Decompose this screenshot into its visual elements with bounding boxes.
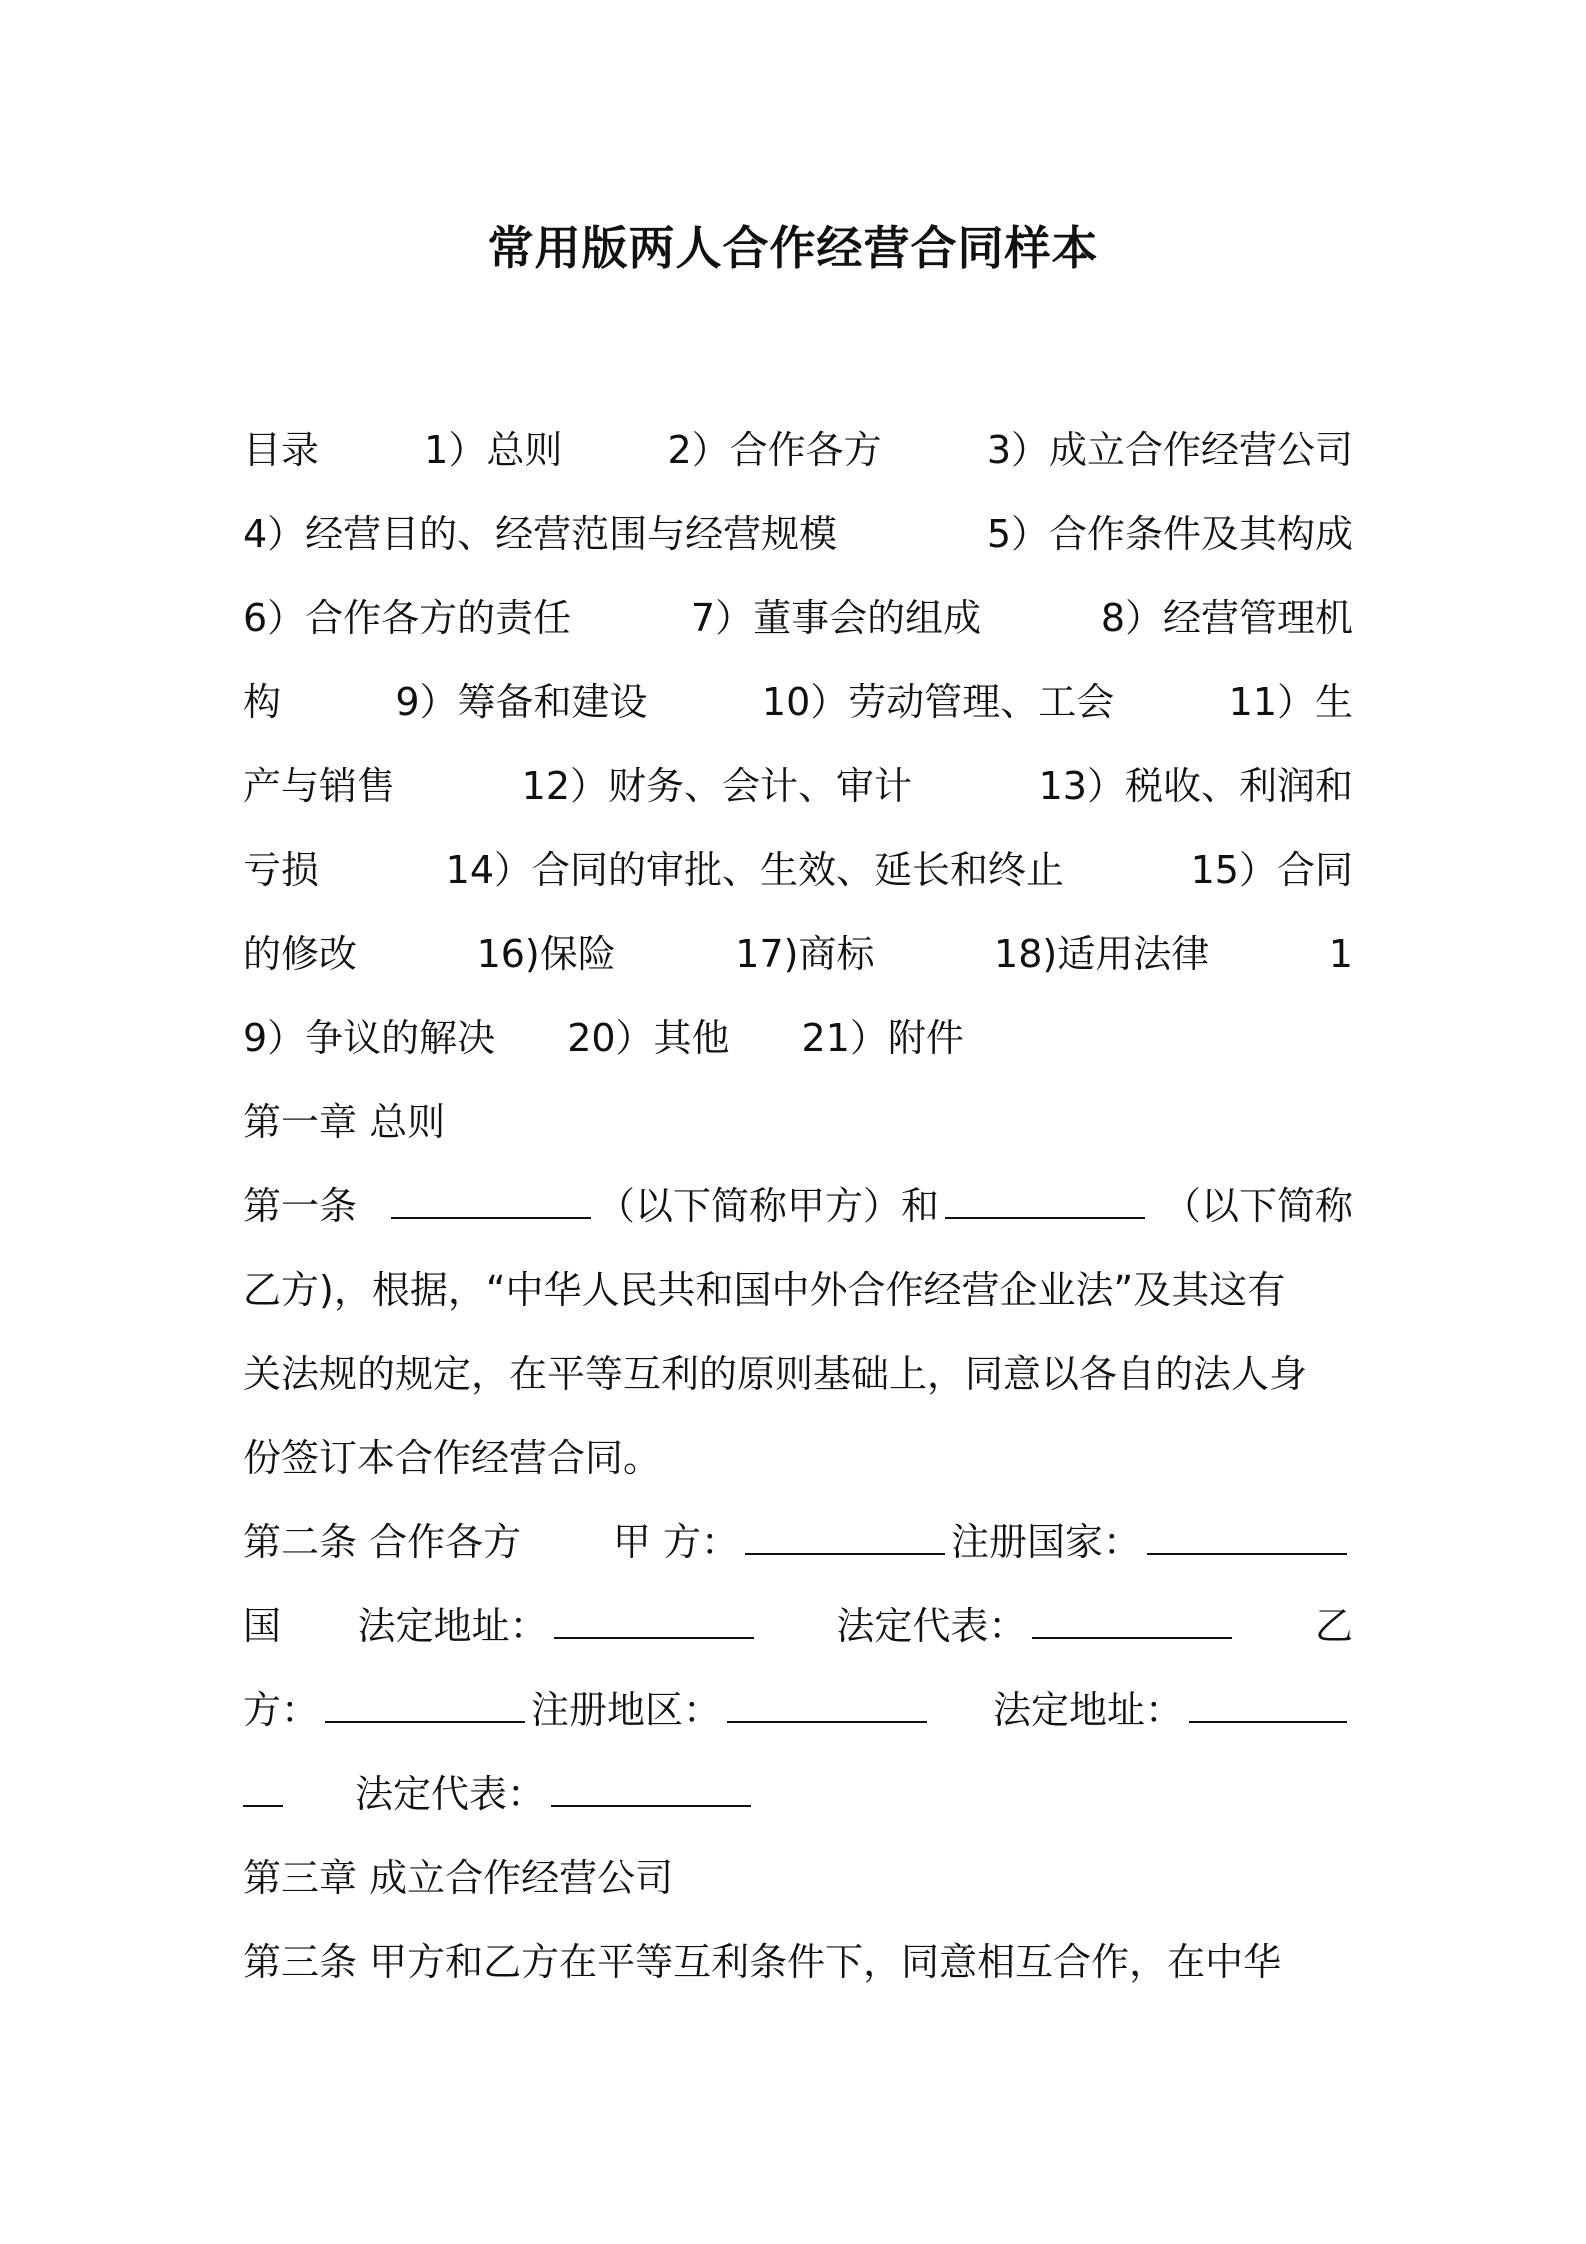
chapter-1-heading: 第一章 总则 <box>243 1100 446 1144</box>
article-1-text: 份签订本合作经营合同。 <box>243 1436 662 1480</box>
article-2-line <box>243 1584 1353 1668</box>
toc-item: 1 <box>1328 932 1353 976</box>
toc-item: 5）合作条件及其构成 <box>986 512 1353 556</box>
toc-item: 21）附件 <box>801 1016 964 1060</box>
toc-line <box>243 744 1353 828</box>
blank-field-party-b <box>945 1181 1145 1219</box>
blank-field <box>551 1769 751 1807</box>
toc-item: 6）合作各方的责任 <box>243 596 572 640</box>
toc-item: 18)适用法律 <box>994 932 1210 976</box>
document-title: 常用版两人合作经营合同样本 <box>487 221 1099 275</box>
toc-line <box>243 912 1353 996</box>
toc-label: 目录 <box>243 428 320 472</box>
blank-field <box>554 1601 754 1639</box>
chapter-heading <box>243 1836 1353 1920</box>
toc-item: 9）筹备和建设 <box>395 680 648 724</box>
toc-item: 17)商标 <box>735 932 875 976</box>
document-body <box>243 408 1353 2004</box>
toc-item: 10）劳动管理、工会 <box>761 680 1115 724</box>
toc-item: 14）合同的审批、生效、延长和终止 <box>445 848 1064 892</box>
article-1-text: 关法规的规定，在平等互利的原则基础上，同意以各自的法人身 <box>243 1352 1308 1396</box>
blank-field <box>325 1685 525 1723</box>
chapter-3-heading: 第三章 成立合作经营公司 <box>243 1856 674 1900</box>
blank-continuation <box>243 1752 283 1836</box>
article-1-line <box>243 1332 1353 1416</box>
toc-item: 15）合同 <box>1190 848 1353 892</box>
toc-line <box>243 576 1353 660</box>
article-2-line <box>243 1668 1353 1752</box>
article-1-text: 乙方)，根据，“中华人民共和国中外合作经营企业法”及其这有 <box>243 1268 1286 1312</box>
toc-item: 8）经营管理机 <box>1100 596 1353 640</box>
toc-line <box>243 492 1353 576</box>
party-b-field: 方： 注册地区： <box>243 1668 933 1752</box>
party-b-prefix: 乙 <box>1314 1604 1353 1648</box>
toc-line <box>243 660 1353 744</box>
legal-rep-field: 法定代表： <box>836 1584 1238 1668</box>
toc-item: 9）争议的解决 <box>243 1016 496 1060</box>
toc-item: 7）董事会的组成 <box>690 596 982 640</box>
toc-item: 2）合作各方 <box>667 428 882 472</box>
blank-field <box>727 1685 927 1723</box>
article-3-line <box>243 1920 1353 2004</box>
article-2-line <box>243 1752 1353 1836</box>
article-1-line <box>243 1248 1353 1332</box>
article-1-part-b: （以下简称 <box>1162 1184 1353 1228</box>
country-suffix: 国 <box>243 1604 282 1648</box>
toc-line <box>243 828 1353 912</box>
toc-item: 的修改 <box>243 932 358 976</box>
article-3-text: 第三条 甲方和乙方在平等互利条件下，同意相互合作，在中华 <box>243 1940 1282 1984</box>
article-1-label: 第一条 （以下简称甲方）和 <box>243 1164 1151 1248</box>
toc-item: 4）经营目的、经营范围与经营规模 <box>243 512 838 556</box>
toc-item: 3）成立合作经营公司 <box>986 428 1353 472</box>
toc-item: 亏损 <box>243 848 320 892</box>
blank-field <box>1189 1685 1347 1723</box>
legal-address-field: 法定地址： <box>358 1584 760 1668</box>
legal-rep-b-field: 法定代表： <box>355 1752 757 1836</box>
toc-line <box>243 996 1353 1080</box>
blank-field <box>243 1769 283 1807</box>
article-1-line <box>243 1416 1353 1500</box>
toc-item: 构 <box>243 680 282 724</box>
toc-item: 20）其他 <box>567 1016 730 1060</box>
article-2-line <box>243 1500 1353 1584</box>
chapter-heading <box>243 1080 1353 1164</box>
toc-item: 产与销售 <box>243 764 396 808</box>
toc-item: 16)保险 <box>476 932 616 976</box>
article-2-label: 第二条 合作各方 <box>243 1520 522 1564</box>
blank-field <box>1147 1517 1347 1555</box>
blank-field <box>1032 1601 1232 1639</box>
party-a-field: 甲 方： 注册国家： <box>613 1500 1353 1584</box>
blank-field-party-a <box>391 1181 591 1219</box>
blank-field <box>745 1517 945 1555</box>
article-1-line <box>243 1164 1353 1248</box>
toc-item: 1）总则 <box>424 428 563 472</box>
toc-item: 12）财务、会计、审计 <box>521 764 912 808</box>
toc-item: 11）生 <box>1228 680 1353 724</box>
toc-item: 13）税收、利润和 <box>1038 764 1353 808</box>
toc-line <box>243 408 1353 492</box>
legal-address-b-field: 法定地址： <box>993 1668 1353 1752</box>
